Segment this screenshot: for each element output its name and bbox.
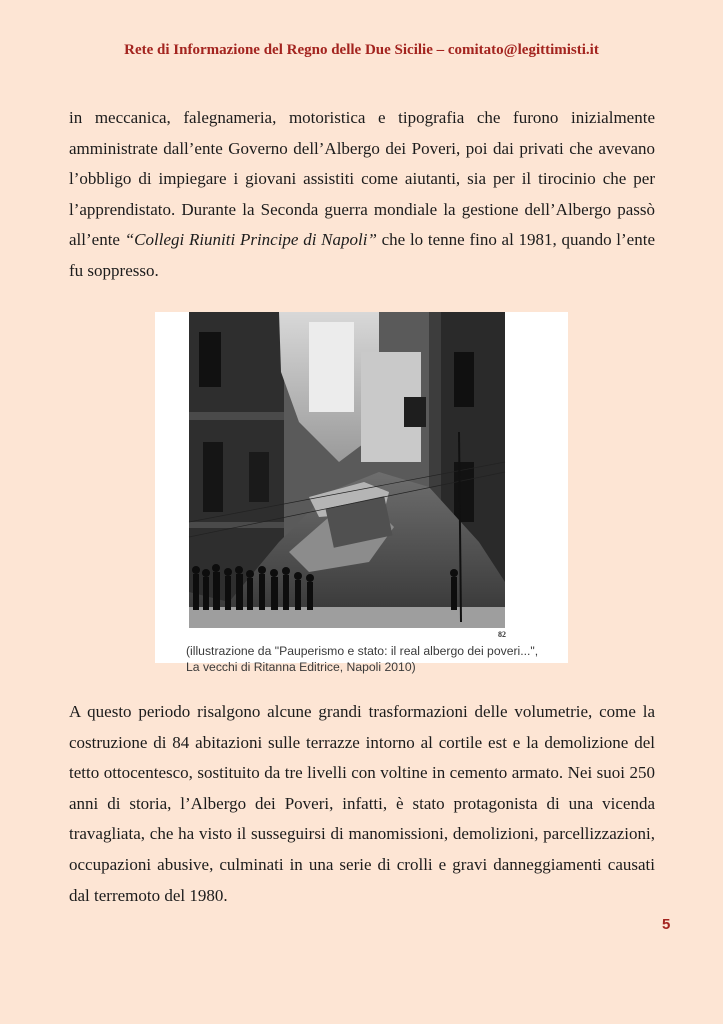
figure-caption-line-2: La vecchi di Ritanna Editrice, Napoli 2010) — [186, 660, 416, 674]
paragraph-2: A questo periodo risalgono alcune grandi trasformazioni delle volumetrie, come la costruzione di 84 abitazioni sulle terrazze intorno al cortile est e la demolizione del tetto ottocentesco, sostituito da tre livelli con voltine in cemento armato. Nei suoi 250 anni di storia, l’Albergo dei Poveri, infatti, è stato protagonista di una vicenda travagliata, che ha visto il susseguirsi di manomissioni, demolizioni, parcellizzazioni, occupazioni abusive, culminati in una serie di crolli e gravi danneggiamenti causati dal terremoto del 1980. — [69, 702, 655, 905]
paragraph-1-text-end: che lo tenne fino al 1981, quando l’ente fu soppresso. — [69, 230, 655, 280]
running-header: Rete di Informazione del Regno delle Due Sicilie – comitato@legittimisti.it — [124, 42, 599, 58]
page-number: 5 — [662, 916, 671, 933]
figure-caption — [186, 643, 566, 675]
paragraph-1-text: in meccanica, falegnameria, motoristica e tipografia che furono inizialmente amministrate dall’ente Governo dell’Albergo dei Poveri, poi dai privati che avevano l’obbligo di impiegare i giovani assistiti come aiutanti, sia per il tirocinio che per l’apprendistato. Durante la Seconda guerra mondiale la gestione dell’Albergo passò all’ente — [69, 108, 655, 250]
figure — [155, 312, 568, 674]
figure-number: 82 — [498, 630, 506, 639]
paragraph-1 — [69, 103, 655, 287]
collapsed-building-photo — [189, 312, 505, 628]
figure-caption-line-1: (illustrazione da "Pauperismo e stato: il real albergo dei poveri...", — [186, 644, 539, 658]
italic-entity-name: “Collegi Riuniti Principe di Napoli” — [124, 230, 377, 250]
